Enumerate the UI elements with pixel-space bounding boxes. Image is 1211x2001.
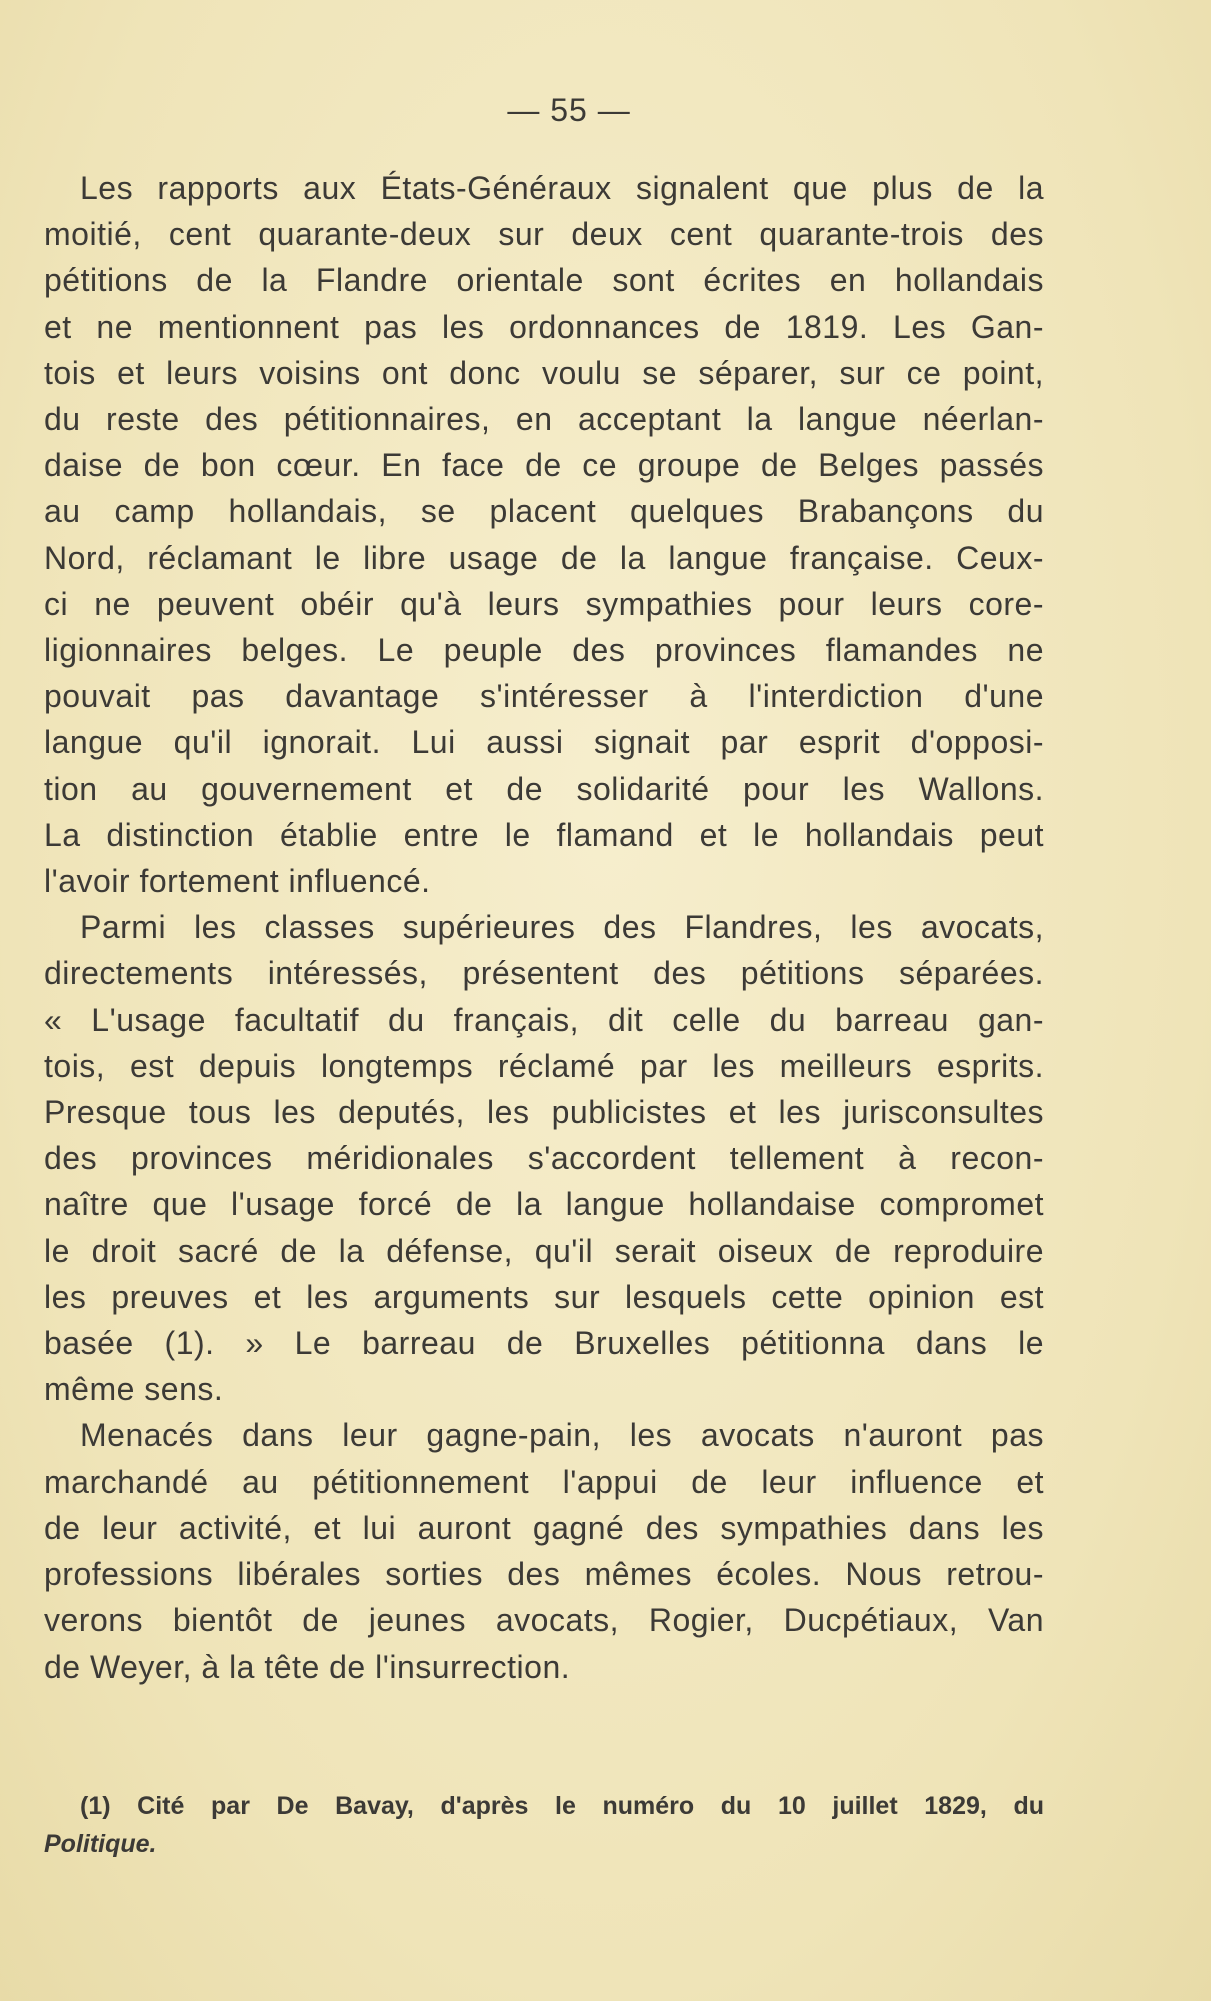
text-line: les preuves et les arguments sur lesquels cette opinion est [44, 1278, 1044, 1315]
text-line: verons bientôt de jeunes avocats, Rogier, Ducpétiaux, Van [44, 1602, 1044, 1639]
text-line: Menacés dans leur gagne-pain, les avocats n'auront pas [80, 1417, 1044, 1454]
text-line: ci ne peuvent obéir qu'à leurs sympathies pour leurs core- [44, 585, 1044, 622]
page-body [44, 92, 1044, 1690]
text-line: et ne mentionnent pas les ordonnances de 1819. Les Gan- [44, 308, 1044, 345]
text-line: directements intéressés, présentent des pétitions séparées. [44, 955, 1044, 992]
text-line: du reste des pétitionnaires, en acceptant la langue néerlan- [44, 401, 1044, 438]
paragraph [44, 904, 1044, 1412]
text-line: pétitions de la Flandre orientale sont écrites en hollandais [44, 262, 1044, 299]
text-line: basée (1). » Le barreau de Bruxelles pétitionna dans le [44, 1325, 1044, 1362]
footnote-line: Politique. [44, 1830, 157, 1858]
text-line: Parmi les classes supérieures des Flandres, les avocats, [80, 909, 1044, 946]
text-line: tion au gouvernement et de solidarité pour les Wallons. [44, 770, 1044, 807]
text-line: daise de bon cœur. En face de ce groupe de Belges passés [44, 447, 1044, 484]
text-line: des provinces méridionales s'accordent tellement à recon- [44, 1140, 1044, 1177]
text-line: ligionnaires belges. Le peuple des provinces flamandes ne [44, 632, 1044, 669]
text-line: naître que l'usage forcé de la langue hollandaise compromet [44, 1186, 1044, 1223]
text-line: Nord, réclamant le libre usage de la langue française. Ceux- [44, 539, 1044, 576]
text-line: de leur activité, et lui auront gagné des sympathies dans les [44, 1509, 1044, 1546]
text-line: marchandé au pétitionnement l'appui de leur influence et [44, 1463, 1044, 1500]
text-body [44, 165, 1044, 1690]
page-number: — 55 — [507, 92, 631, 128]
text-line: Presque tous les deputés, les publicistes et les jurisconsultes [44, 1094, 1044, 1131]
text-line: même sens. [44, 1371, 224, 1408]
text-line: pouvait pas davantage s'intéresser à l'interdiction d'une [44, 678, 1044, 715]
text-line: « L'usage facultatif du français, dit celle du barreau gan- [44, 1001, 1044, 1038]
paragraph [44, 1412, 1044, 1689]
text-line: tois, est depuis longtemps réclamé par les meilleurs esprits. [44, 1047, 1044, 1084]
text-line: tois et leurs voisins ont donc voulu se séparer, sur ce point, [44, 354, 1044, 391]
text-line: Les rapports aux États-Généraux signalent que plus de la [80, 170, 1044, 206]
text-line: l'avoir fortement influencé. [44, 863, 431, 900]
footnote [44, 1787, 1044, 1863]
text-line: professions libérales sorties des mêmes écoles. Nous retrou- [44, 1556, 1044, 1593]
paragraph [44, 165, 1044, 904]
text-line: le droit sacré de la défense, qu'il serait oiseux de reproduire [44, 1232, 1044, 1269]
text-line: au camp hollandais, se placent quelques Brabançons du [44, 493, 1044, 530]
text-line: moitié, cent quarante-deux sur deux cent quarante-trois des [44, 216, 1044, 253]
text-line: La distinction établie entre le flamand et le hollandais peut [44, 816, 1044, 853]
footnote-line: (1) Cité par De Bavay, d'après le numéro du 10 juillet 1829, du [80, 1792, 1044, 1820]
text-line: de Weyer, à la tête de l'insurrection. [44, 1648, 571, 1685]
text-line: langue qu'il ignorait. Lui aussi signait par esprit d'opposi- [44, 724, 1044, 761]
